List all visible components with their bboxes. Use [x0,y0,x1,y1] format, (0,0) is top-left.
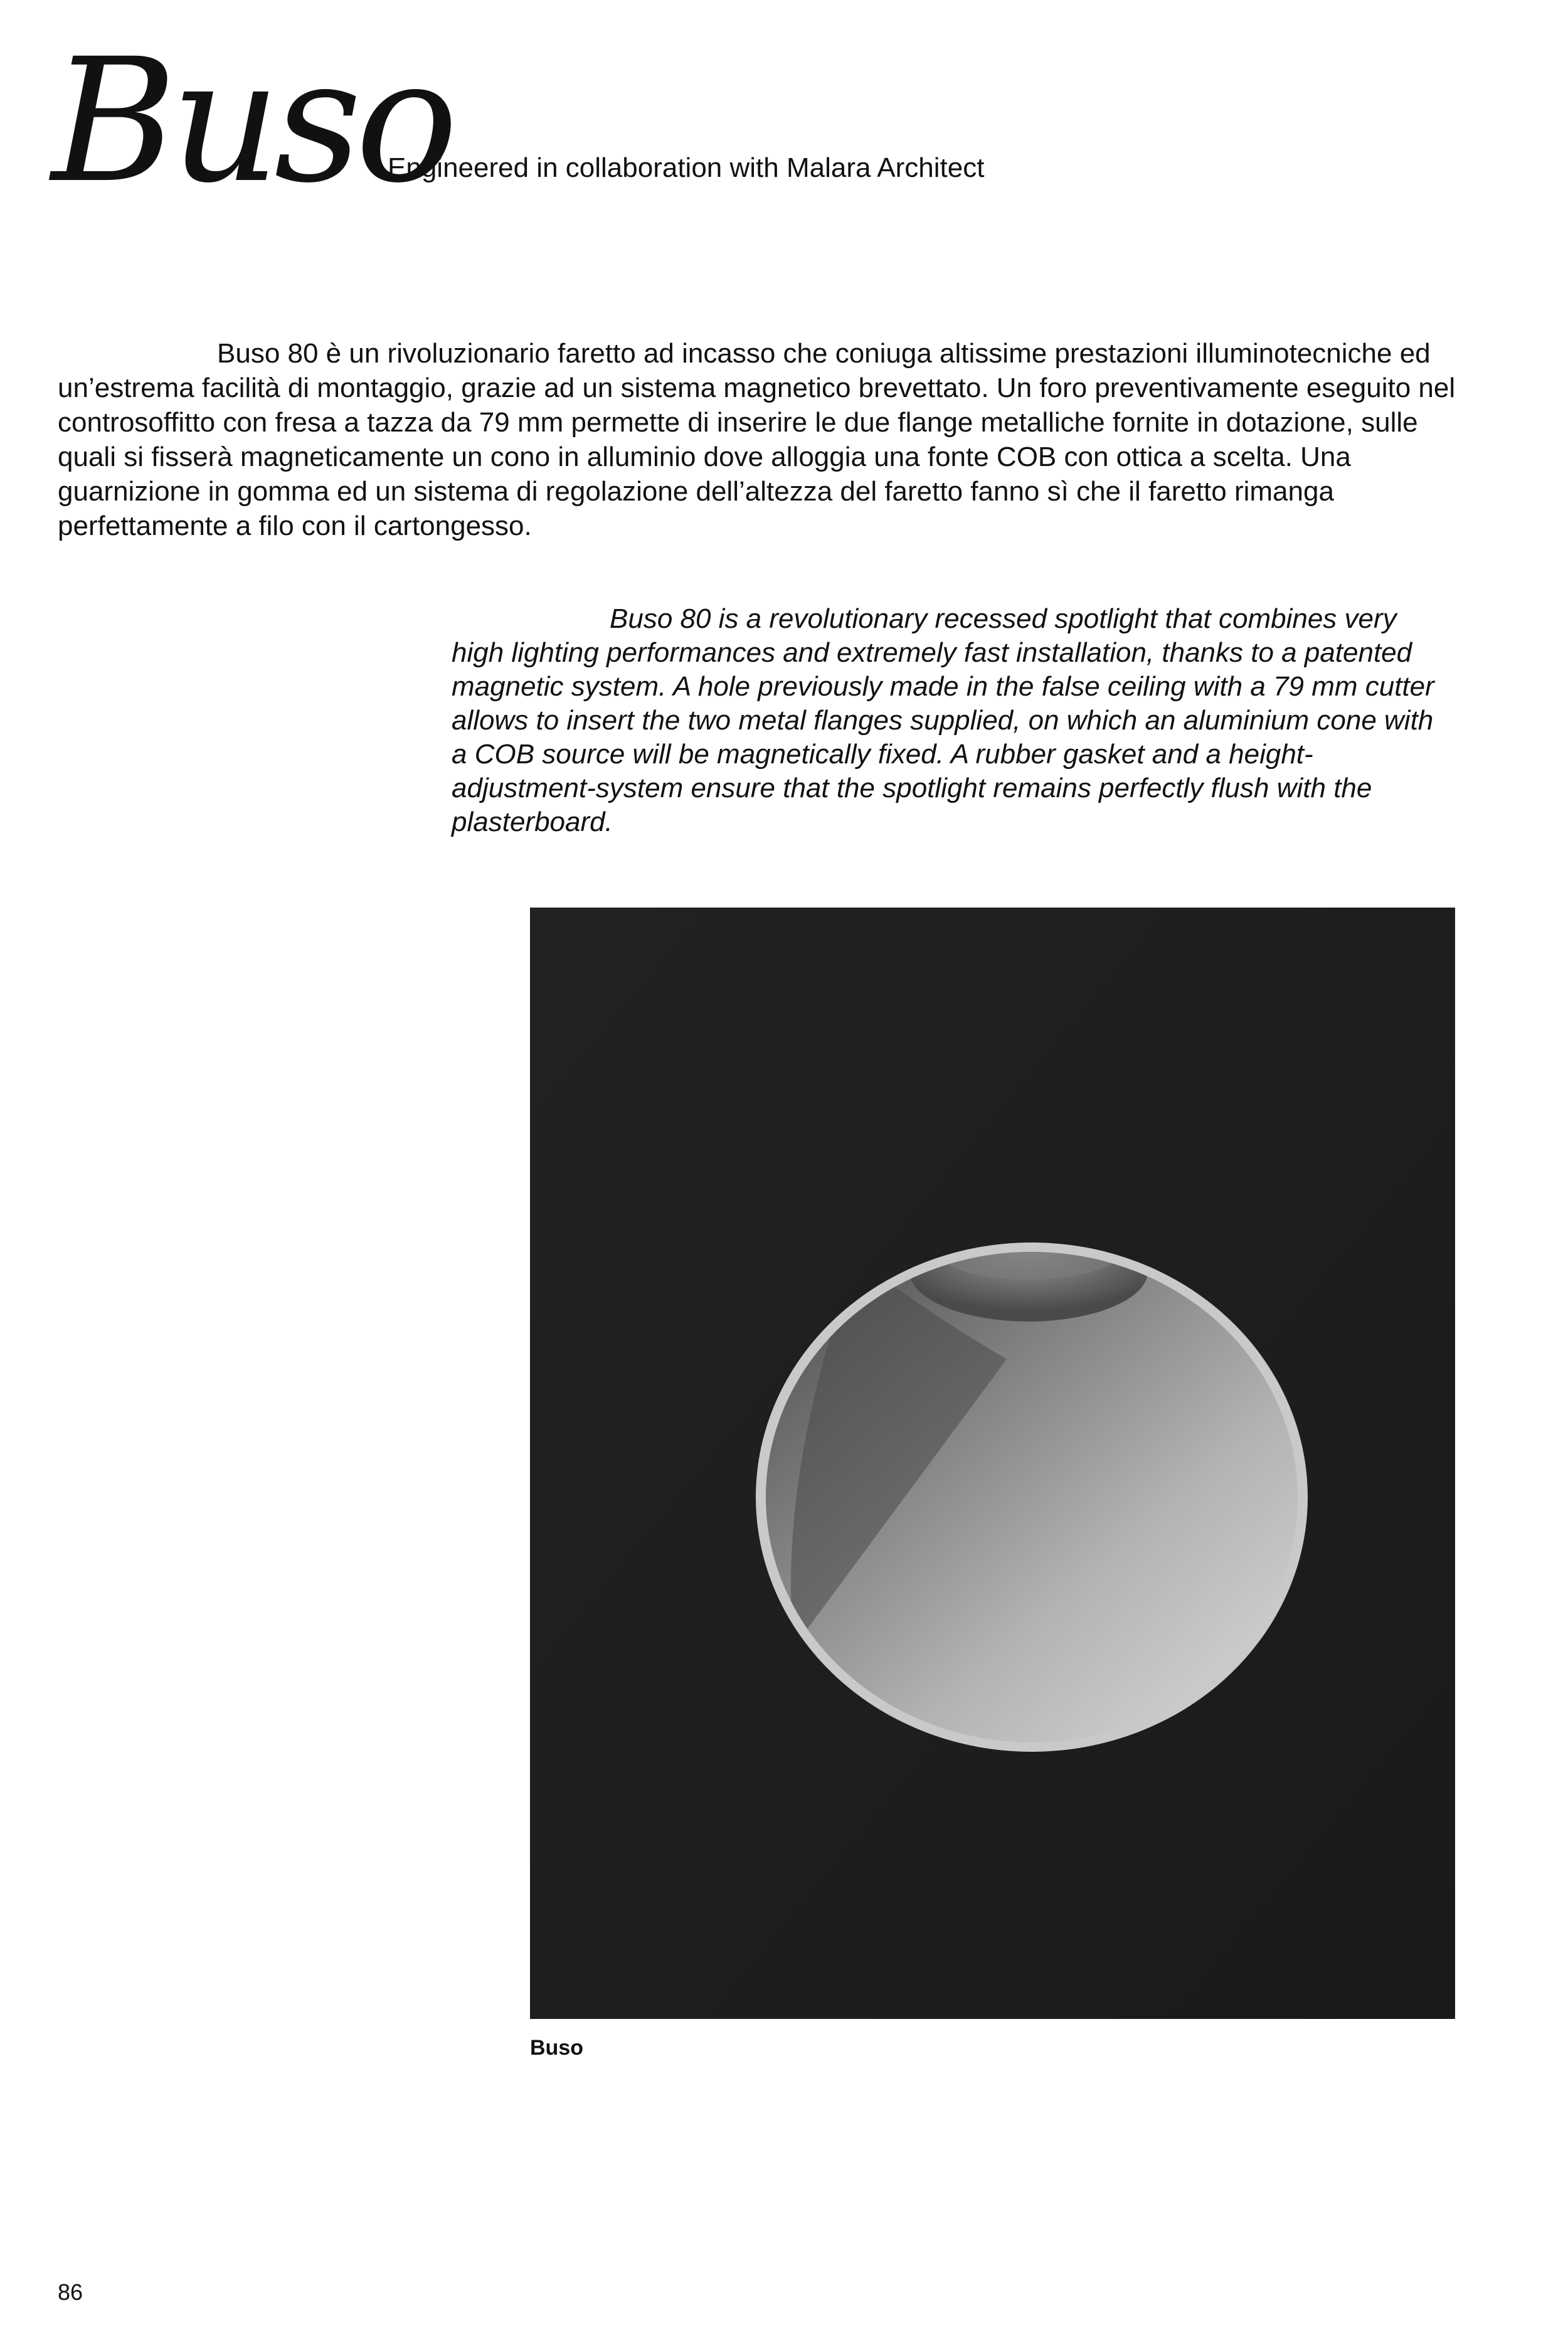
recessed-spotlight-illustration [530,908,1455,2019]
product-photo [530,908,1455,2019]
page-subtitle: Engineered in collaboration with Malara Architect [388,152,985,183]
page-title: Buso [51,23,452,221]
italian-description: Buso 80 è un rivoluzionario faretto ad incasso che coniuga altissime prestazioni illuminotecniche ed un’estrema facilità di montaggio, grazie ad un sistema magnetico brevettato. Un foro preventivamente eseguito nel controsoffitto con fresa a tazza da 79 mm permette di inserire le due flange metalliche fornite in dotazione, sulle quali si fisserà magneticamente un cono in alluminio dove alloggia una fonte COB con ottica a scelta. Una guarnizione in gomma ed un sistema di regolazione dell’altezza del faretto fanno sì che il faretto rimanga perfettamente a filo con il cartongesso. [58,338,1456,541]
figure-caption: Buso [530,2036,583,2060]
page-number: 86 [58,2279,83,2305]
english-description: Buso 80 is a revolutionary recessed spotlight that combines very high lighting performances and extremely fast installation, thanks to a patented magnetic system. A hole previously made in the false ceiling with a 79 mm cutter allows to insert the two metal flanges supplied, on which an aluminium cone with a COB source will be magnetically fixed. A rubber gasket and a height-adjustment-system ensure that the spotlight remains perfectly flush with the plasterboard. [452,603,1434,837]
